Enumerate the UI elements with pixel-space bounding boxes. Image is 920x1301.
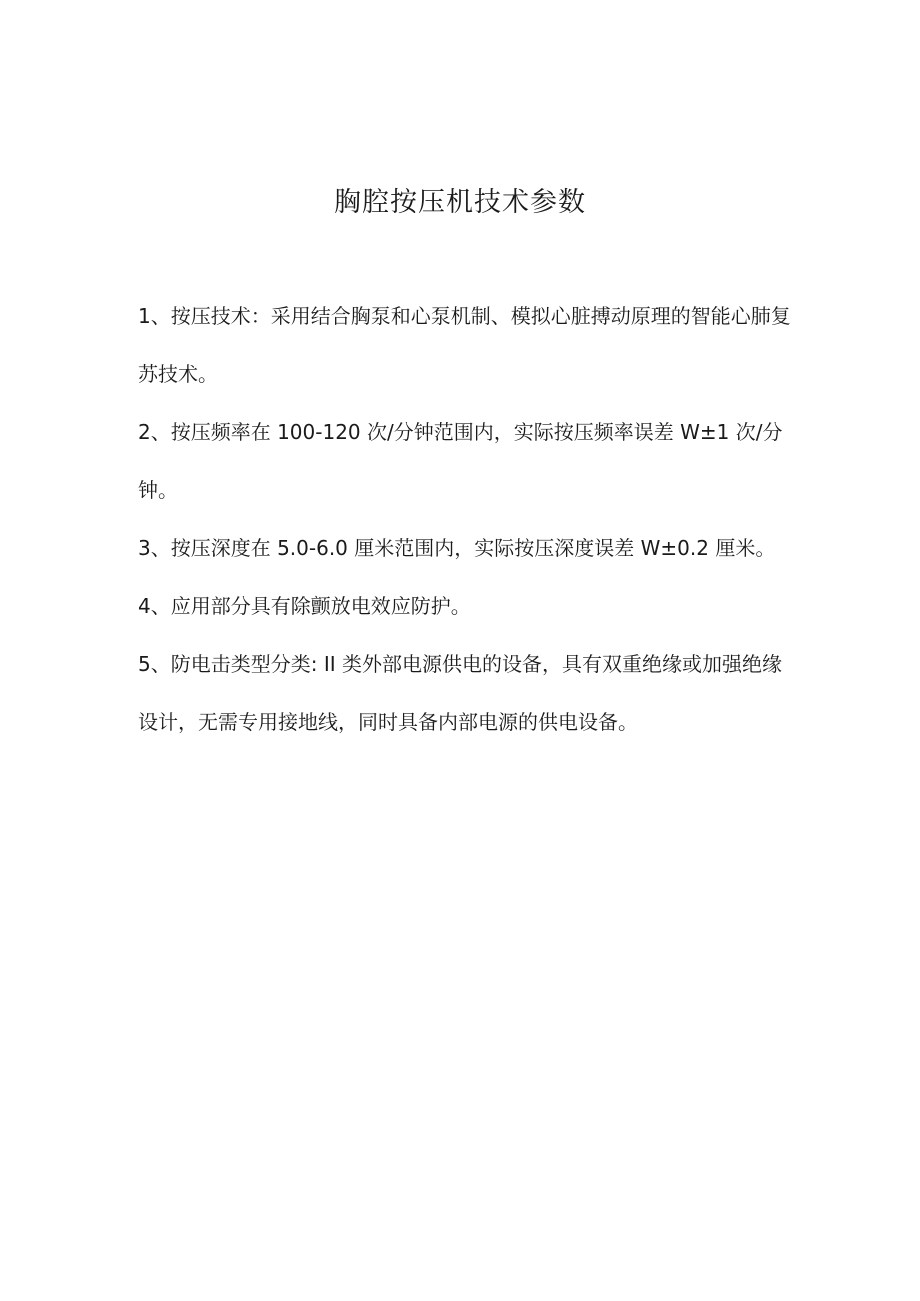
parameter-item-3: 3、按压深度在 5.0-6.0 厘米范围内，实际按压深度误差 W±0.2 厘米。 xyxy=(138,536,776,560)
parameter-item-5: 5、防电击类型分类: II 类外部电源供电的设备，具有双重绝缘或加强绝缘设计，无需专用接地线，同时具备内部电源的供电设备。 xyxy=(138,652,782,734)
parameter-item-2: 2、按压频率在 100-120 次/分钟范围内，实际按压频率误差 W±1 次/分钟。 xyxy=(138,420,783,502)
parameter-item-1: 1、按压技术：采用结合胸泵和心泵机制、模拟心脏搏动原理的智能心肺复苏技术。 xyxy=(138,304,791,386)
parameter-item-4: 4、应用部分具有除颤放电效应防护。 xyxy=(138,594,471,618)
document-title: 胸腔按压机技术参数 xyxy=(334,187,586,218)
parameter-list xyxy=(138,287,798,751)
